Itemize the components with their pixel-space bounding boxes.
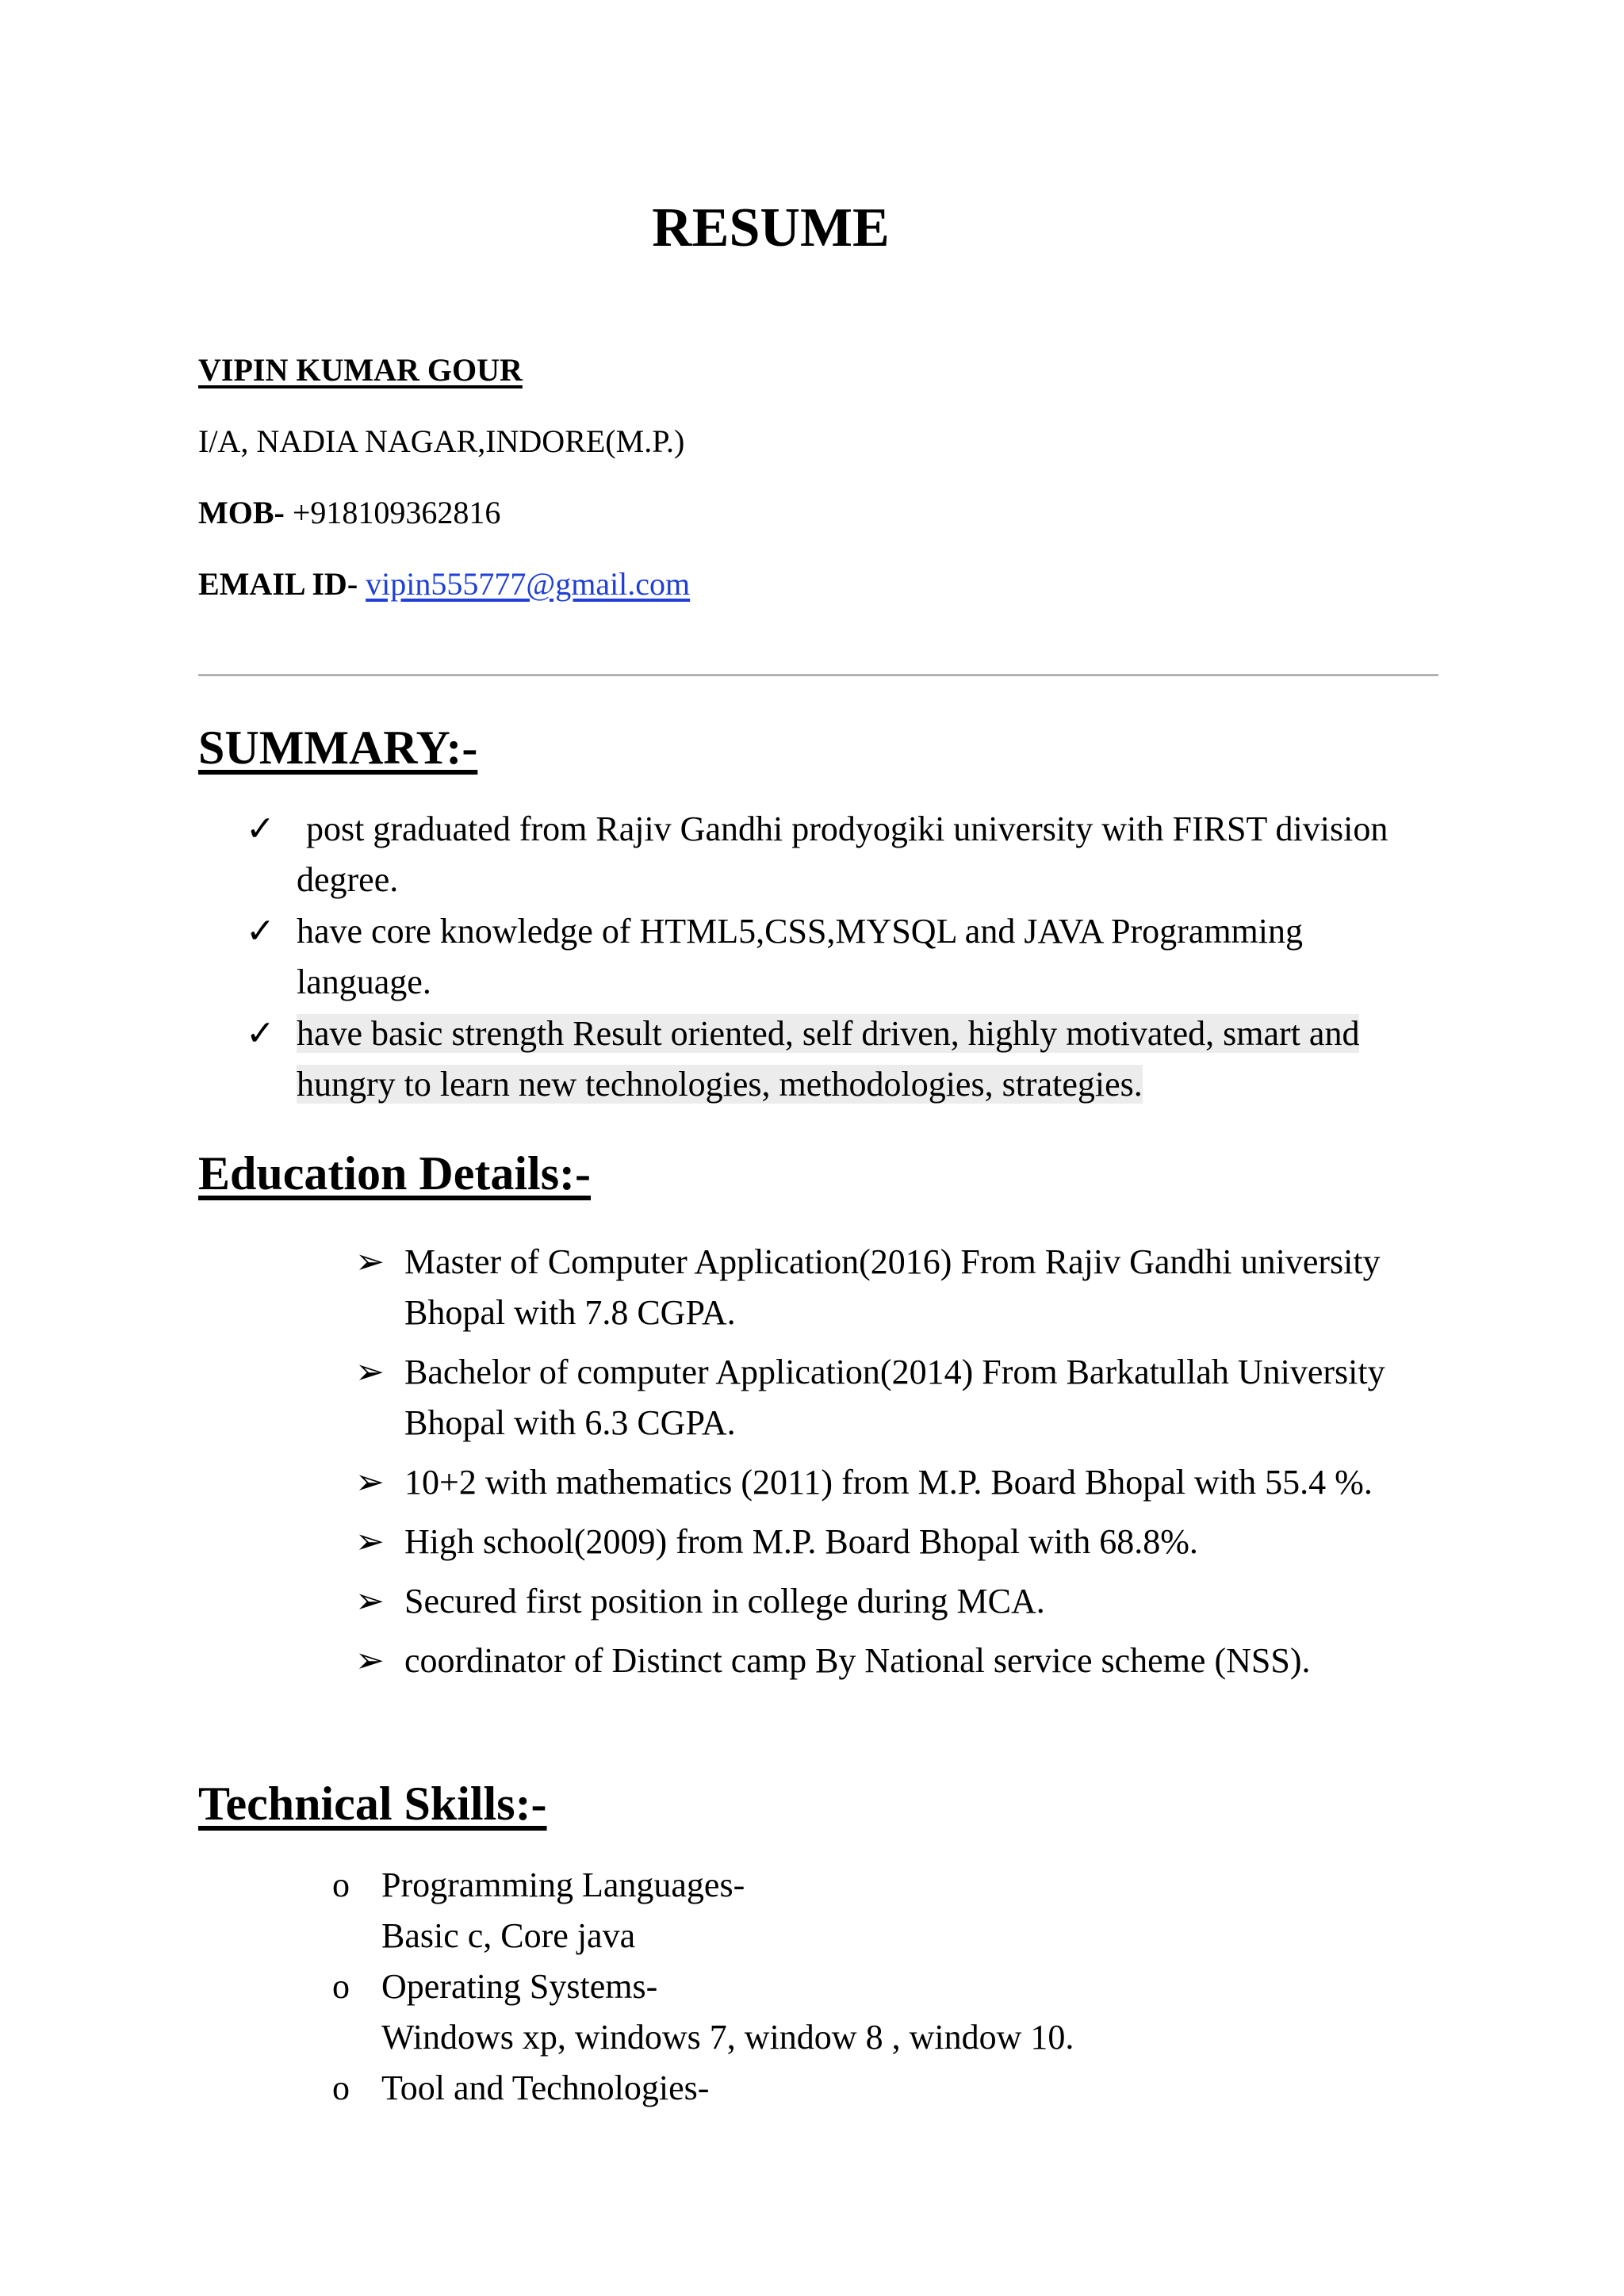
circle-bullet-icon: o: [332, 2068, 350, 2107]
arrowhead-icon: ➢: [355, 1522, 385, 1561]
skill-value: Windows xp, windows 7, window 8 , window 10.: [381, 2018, 1074, 2057]
candidate-address: I/A, NADIA NAGAR,INDORE(M.P.): [198, 423, 685, 459]
circle-bullet-icon: o: [332, 1866, 350, 1904]
checkmark-icon: ✓: [246, 1014, 275, 1053]
circle-bullet-icon: o: [332, 1967, 350, 2006]
list-item: [332, 1961, 1412, 2063]
technical-skills-list: [332, 1860, 1412, 2114]
list-item: ➢ coordinator of Distinct camp By National service scheme (NSS).: [404, 1636, 1435, 1686]
arrowhead-icon: ➢: [355, 1242, 385, 1281]
candidate-name: VIPIN KUMAR GOUR: [198, 352, 523, 388]
skill-label: Programming Languages-: [381, 1866, 745, 1904]
list-item: ➢ Master of Computer Application(2016) From Rajiv Gandhi university Bhopal with 7.8 CGPA.: [404, 1237, 1435, 1338]
mobile-line: [198, 493, 500, 533]
summary-heading: SUMMARY:-: [198, 721, 478, 774]
list-item: [332, 2063, 1412, 2114]
arrowhead-icon: ➢: [355, 1353, 385, 1391]
list-item: ✓ post graduated from Rajiv Gandhi prodyogiki university with FIRST division degree.: [297, 804, 1423, 905]
list-item: ➢ Bachelor of computer Application(2014) From Barkatullah University Bhopal with 6.3 CGPA.: [404, 1347, 1435, 1448]
checkmark-icon: ✓: [246, 912, 275, 951]
skill-value: Basic c, Core java: [381, 1916, 636, 1955]
email-link[interactable]: vipin555777@gmail.com: [366, 566, 691, 602]
arrowhead-icon: ➢: [355, 1641, 385, 1680]
education-heading: Education Details:-: [198, 1147, 591, 1200]
arrowhead-icon: ➢: [355, 1582, 385, 1621]
technical-skills-heading: Technical Skills:-: [198, 1777, 547, 1830]
mobile-number: +918109362816: [292, 495, 501, 530]
email-label: EMAIL ID-: [198, 566, 358, 602]
header-divider: [198, 674, 1438, 676]
list-item: ➢ High school(2009) from M.P. Board Bhopal with 68.8%.: [404, 1517, 1435, 1567]
highlighted-text: have basic strength Result oriented, self driven, highly motivated, smart and hungry to learn new technologies, methodologies, strategies.: [297, 1014, 1360, 1104]
skill-label: Operating Systems-: [381, 1967, 658, 2006]
list-item: [332, 1860, 1412, 1961]
summary-list: [246, 804, 1423, 1111]
education-list: [355, 1237, 1435, 1695]
email-line: [198, 564, 690, 604]
list-item: ✓ have core knowledge of HTML5,CSS,MYSQL and JAVA Programming language.: [297, 906, 1423, 1008]
arrowhead-icon: ➢: [355, 1463, 385, 1502]
resume-title: RESUME: [652, 197, 890, 258]
skill-label: Tool and Technologies-: [381, 2068, 710, 2107]
mobile-label: MOB-: [198, 495, 285, 530]
list-item: ➢ Secured first position in college during MCA.: [404, 1576, 1435, 1627]
list-item: [246, 1008, 1423, 1110]
checkmark-icon: ✓: [246, 809, 275, 848]
list-item: ➢ 10+2 with mathematics (2011) from M.P. Board Bhopal with 55.4 %.: [404, 1457, 1435, 1508]
